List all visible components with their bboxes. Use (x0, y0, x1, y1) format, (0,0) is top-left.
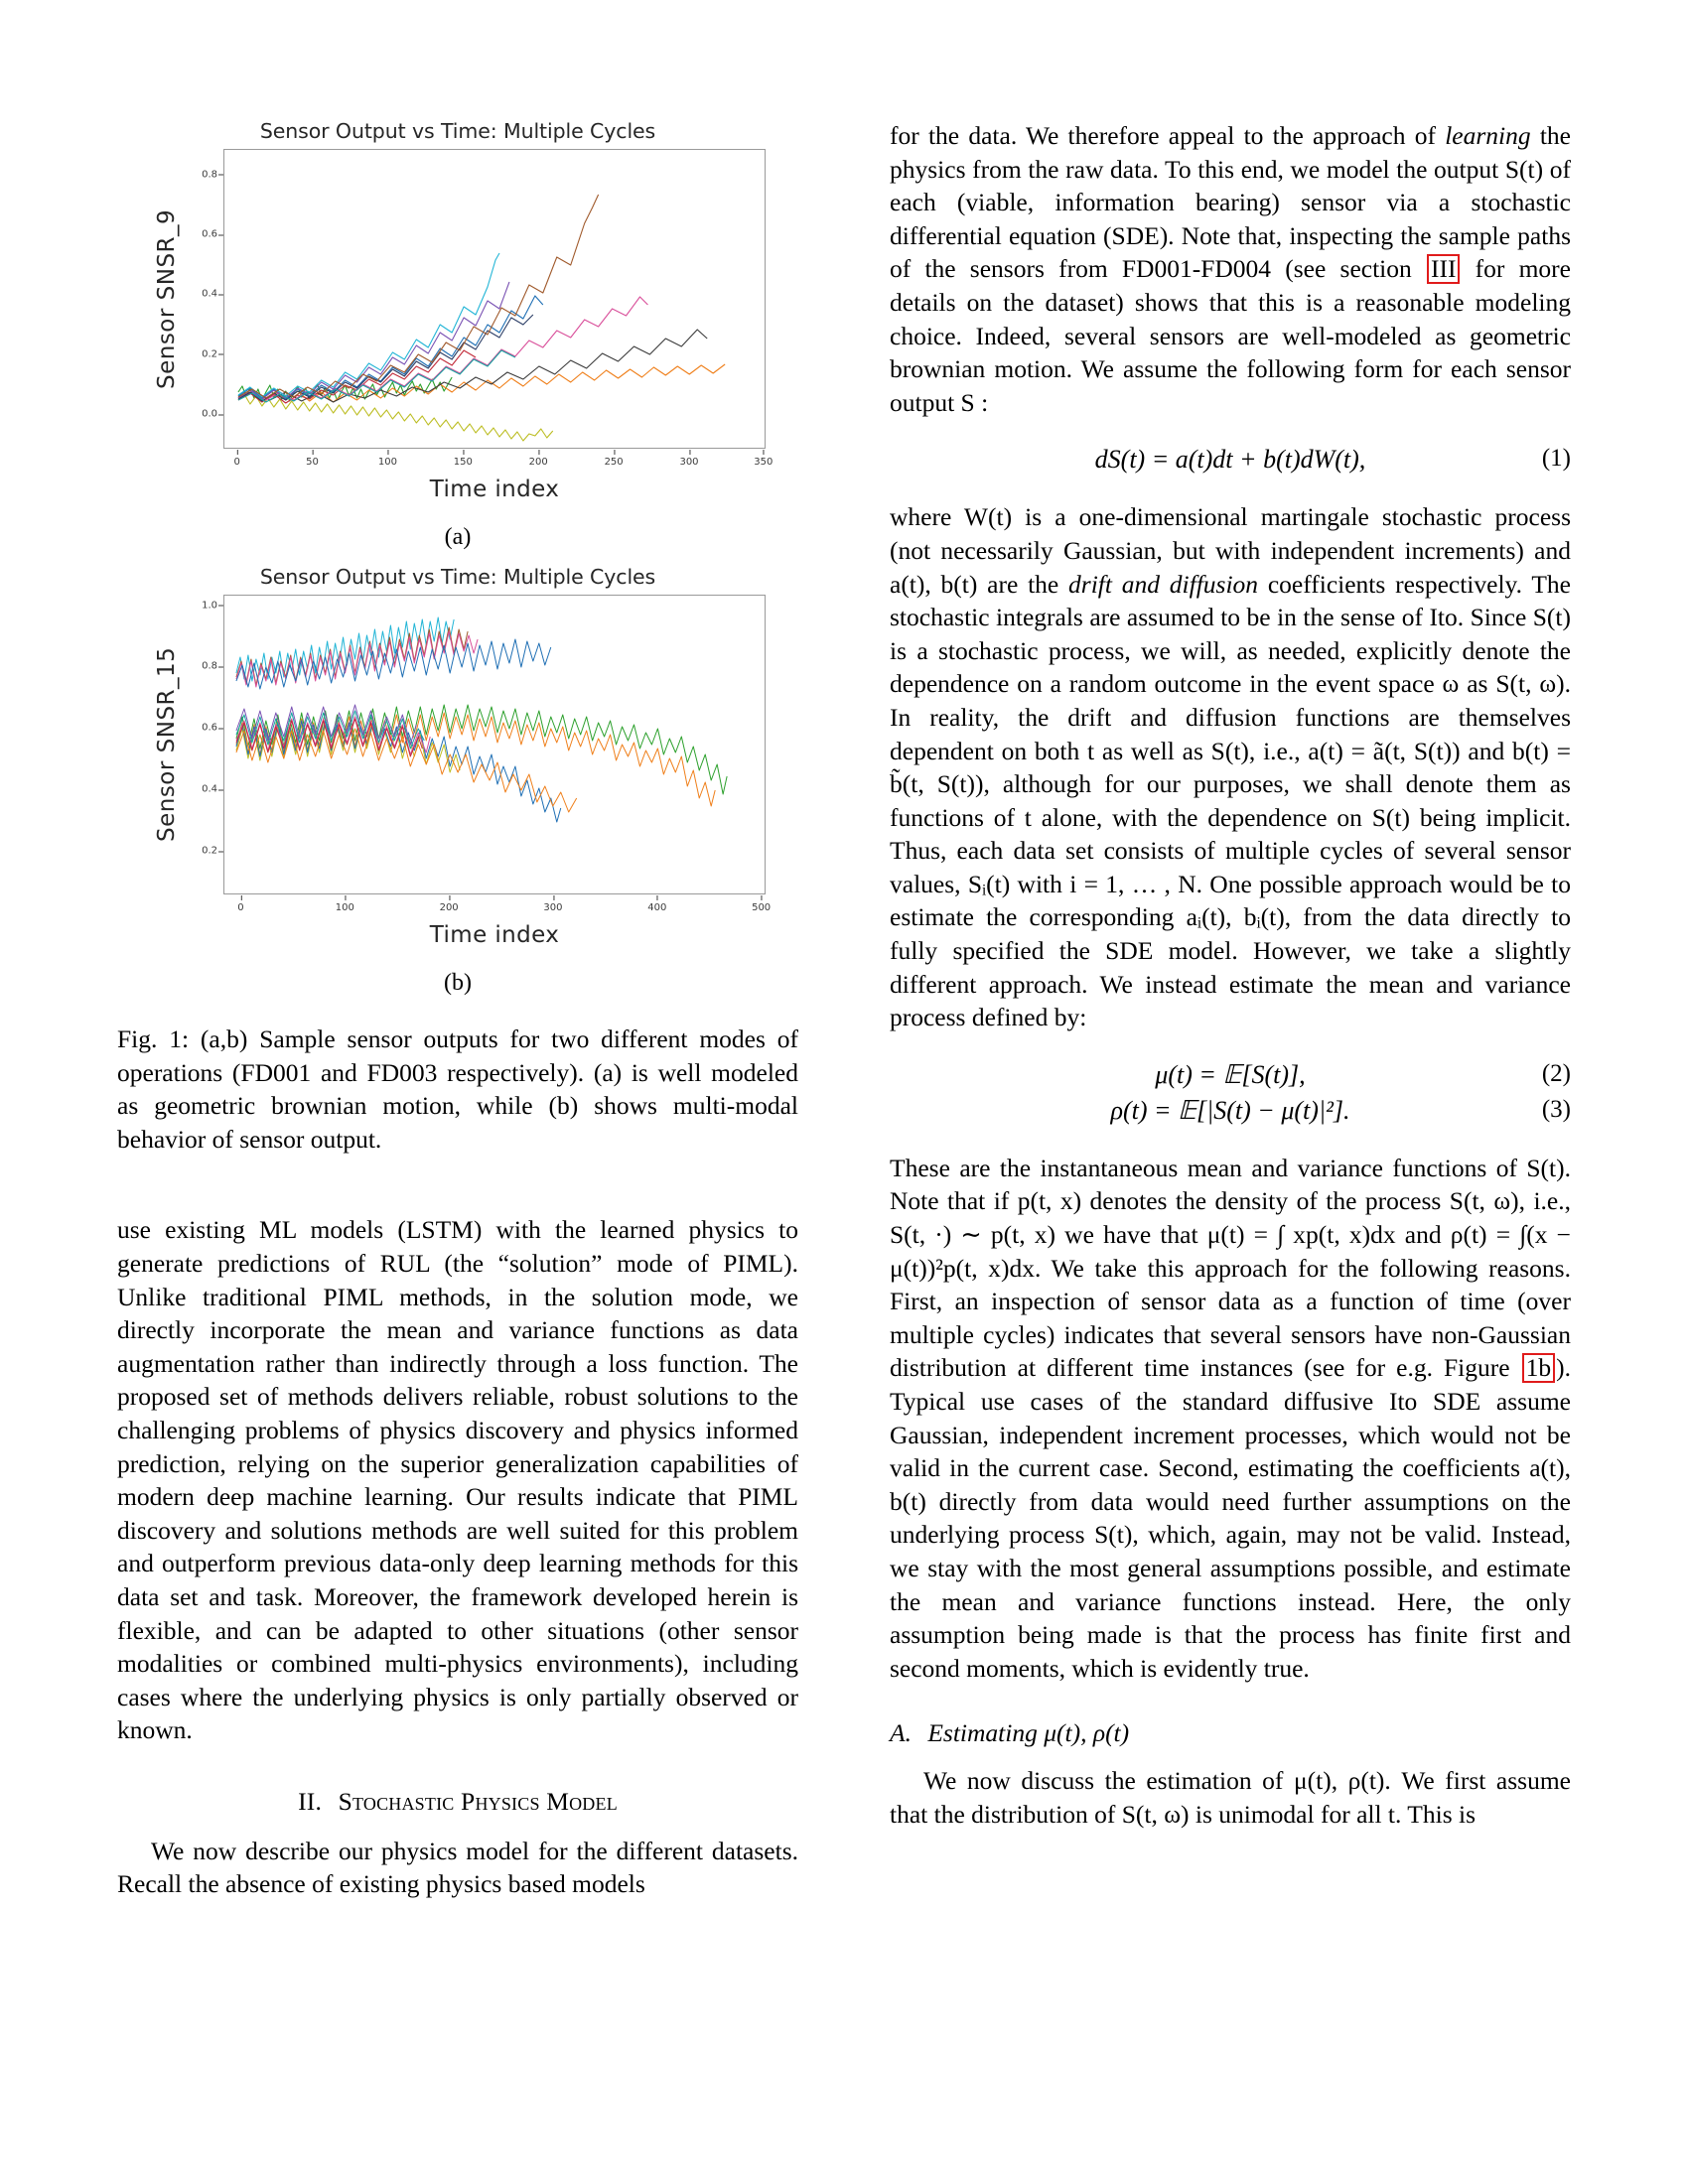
subsection-heading-estimating (890, 1718, 1571, 1748)
x-tick-label: 150 (453, 457, 473, 468)
right-paragraph-4: We now discuss the estimation of μ(t), ρ(t). We first assume that the distribution of S(t, ω) is unimodal for all t. This is (890, 1766, 1571, 1829)
chart-a-svg (224, 150, 765, 448)
x-tick-label: 0 (237, 902, 244, 913)
equation-1-number: (1) (1541, 445, 1571, 473)
chart-b-x-ticks (223, 894, 772, 920)
section-heading-stochastic-physics-model (117, 1787, 798, 1817)
chart-b-y-ticks (184, 595, 223, 894)
chart-a-y-ticks (184, 149, 223, 449)
subsection-title: Estimating μ(t), ρ(t) (927, 1718, 1130, 1748)
chart-a-sublabel: (a) (444, 524, 472, 550)
right-paragraph-2 (890, 500, 1571, 1034)
chart-a-plot-area (150, 149, 766, 449)
x-tick-label: 400 (647, 902, 667, 913)
x-tick-label: 0 (233, 457, 240, 468)
y-tick-label: 0.6 (202, 228, 217, 240)
chart-a-x-ticks (223, 449, 774, 475)
left-column (117, 119, 798, 1901)
chart-b-axes (223, 595, 766, 894)
y-tick-label: 0.4 (202, 783, 217, 795)
right-para1-part-c: for more details on the dataset) shows that this is a reasonable modeling choice. Indeed, several sensors are well-modeled as geometric brownian motion. We assume the following form for each sensor output S : (890, 254, 1571, 417)
right-para3-part-b: ). Typical use cases of the standard diffusive Ito SDE assume Gaussian, independent increment processes, which would not be valid in the current case. Second, estimating the coefficients a(t), b(t) directly from data would need further assumptions on the underlying process S(t), which, again, may not be valid. Instead, we stay with the most general assumptions possible, and estimate the mean and variance functions instead. Here, the only assumption being made is that the process has finite first and second moments, which is evidently true. (890, 1353, 1571, 1683)
chart-b-container (150, 565, 772, 948)
section-link-iii[interactable]: III (1427, 254, 1460, 284)
chart-a-y-axis-label: Sensor SNSR_9 (154, 208, 180, 389)
equation-3-row (890, 1096, 1571, 1126)
x-tick-label: 200 (439, 902, 459, 913)
chart-a-axes (223, 149, 766, 449)
x-tick-label: 250 (604, 457, 624, 468)
subsection-label: A. (890, 1718, 912, 1748)
y-tick-label: 0.2 (202, 348, 217, 360)
chart-b-plot-area (150, 595, 766, 894)
x-tick-label: 350 (754, 457, 774, 468)
y-tick-label: 0.6 (202, 722, 217, 734)
y-tick-label: 0.0 (202, 408, 217, 420)
x-tick-label: 200 (528, 457, 548, 468)
chart-a-title: Sensor Output vs Time: Multiple Cycles (259, 119, 656, 143)
chart-b-svg (224, 596, 765, 893)
x-tick-label: 50 (306, 457, 319, 468)
right-para3-part-a: These are the instantaneous mean and variance functions of S(t). Note that if p(t, x) denotes the density of the process S(t, ω), i.e., S(t, ·) ∼ p(t, x) we have that μ(t) = ∫ xp(t, x)dx and ρ(t) = ∫(x − μ(t))²p(t, x)dx. We take this approach for the following reasons. First, an inspection of sensor data as a function of time (over multiple cycles) indicates that several sensors have non-Gaussian distribution at different time instances (see for e.g. Figure (890, 1153, 1571, 1383)
x-tick-label: 300 (543, 902, 563, 913)
x-tick-label: 100 (377, 457, 397, 468)
figure-1 (117, 119, 798, 1156)
equation-2-3-block (890, 1060, 1571, 1126)
equation-1: dS(t) = a(t)dt + b(t)dW(t), (1094, 445, 1366, 475)
right-para1-part-b: the physics from the raw data. To this end, we model the output S(t) of each (viable, information bearing) sensor via a stochastic differential equation (SDE). Note that, inspecting the sample paths of the sensors from FD001-FD004 (see section (890, 121, 1571, 284)
right-paragraph-1 (890, 119, 1571, 419)
right-paragraph-3 (890, 1152, 1571, 1686)
right-para1-part-a: for the data. We therefore appeal to the approach of (890, 121, 1446, 150)
chart-b-x-axis-label: Time index (429, 922, 560, 948)
right-column (890, 119, 1571, 1901)
chart-a-x-axis-label: Time index (429, 477, 560, 502)
right-para2-part-b: coefficients respectively. The stochastic integrals are assumed to be in the sense of Ito. Since S(t) is a stochastic process, we will, as needed, explicitly denote the dependence on a random outcome in the event space ω as S(t, ω). In reality, the drift and diffusion functions are themselves dependent on both t as well as S(t), i.e., a(t) = ã(t, S(t)) and b(t) = b̃(t, S(t)), although for our purposes, we shall denote them as functions of t alone, with the dependence on S(t) being implicit. Thus, each data set consists of multiple cycles of several sensor values, Sᵢ(t) with i = 1, … , N. One possible approach would be to estimate the corresponding aᵢ(t), bᵢ(t), from the data directly to fully specified the SDE model. However, we take a slightly different approach. We instead estimate the mean and variance process defined by: (890, 569, 1571, 1032)
y-tick-label: 0.8 (202, 169, 217, 181)
left-paragraph-2: We now describe our physics model for the different datasets. Recall the absence of existing physics based models (117, 1836, 798, 1899)
section-title: Stochastic Physics Model (338, 1786, 618, 1816)
equation-1-block (890, 445, 1571, 475)
chart-b-sublabel: (b) (444, 970, 472, 996)
y-tick-label: 0.2 (202, 845, 217, 857)
chart-a-container (150, 119, 774, 502)
equation-3: ρ(t) = 𝔼[|S(t) − μ(t)|²]. (1110, 1095, 1350, 1125)
equation-2-number: (2) (1541, 1059, 1571, 1087)
x-tick-label: 300 (679, 457, 699, 468)
two-column-layout (117, 119, 1571, 1901)
section-number: II. (298, 1786, 323, 1816)
y-tick-label: 1.0 (202, 600, 217, 612)
equation-2-row (890, 1060, 1571, 1090)
y-tick-label: 0.8 (202, 660, 217, 672)
right-para2-emphasis: drift and diffusion (1068, 569, 1259, 599)
chart-b-title: Sensor Output vs Time: Multiple Cycles (259, 565, 656, 589)
y-tick-label: 0.4 (202, 288, 217, 300)
x-tick-label: 500 (752, 902, 772, 913)
chart-b-y-axis-label: Sensor SNSR_15 (154, 646, 180, 843)
figure-link-1b[interactable]: 1b (1522, 1353, 1556, 1383)
left-paragraph-1: use existing ML models (LSTM) with the learned physics to generate predictions of RUL (the “solution” mode of PIML). Unlike traditional PIML methods, in the solution mode, we directly incorporate the mean and variance functions as data augmentation rather than indirectly through a loss function. The proposed set of methods delivers reliable, robust solutions to the challenging problems of physics discovery and physics informed prediction, relying on the superior generalization capabilities of modern deep machine learning. Our results indicate that PIML discovery and solutions methods are well suited for this problem and outperform previous data-only deep learning methods for this data set and task. Moreover, the framework developed herein is flexible, and can be adapted to other situations (other sensor modalities or combined multi-physics environments), including cases where the underlying physics is only partially observed or known. (117, 1215, 798, 1745)
equation-3-number: (3) (1541, 1095, 1571, 1123)
right-para2-part-a: where W(t) is a one-dimensional martingale stochastic process (not necessarily Gaussian, but with independent increments) and a(t), b(t) are the (890, 502, 1571, 599)
equation-2: μ(t) = 𝔼[S(t)], (1155, 1059, 1306, 1089)
equation-1-row (890, 445, 1571, 475)
right-para1-emphasis: learning (1445, 121, 1531, 150)
x-tick-label: 100 (335, 902, 354, 913)
figure-caption: Fig. 1: (a,b) Sample sensor outputs for two different modes of operations (FD001 and FD003 respectively). (a) is well modeled as geometric brownian motion, while (b) shows multi-modal behavior of sensor output. (117, 1024, 798, 1154)
